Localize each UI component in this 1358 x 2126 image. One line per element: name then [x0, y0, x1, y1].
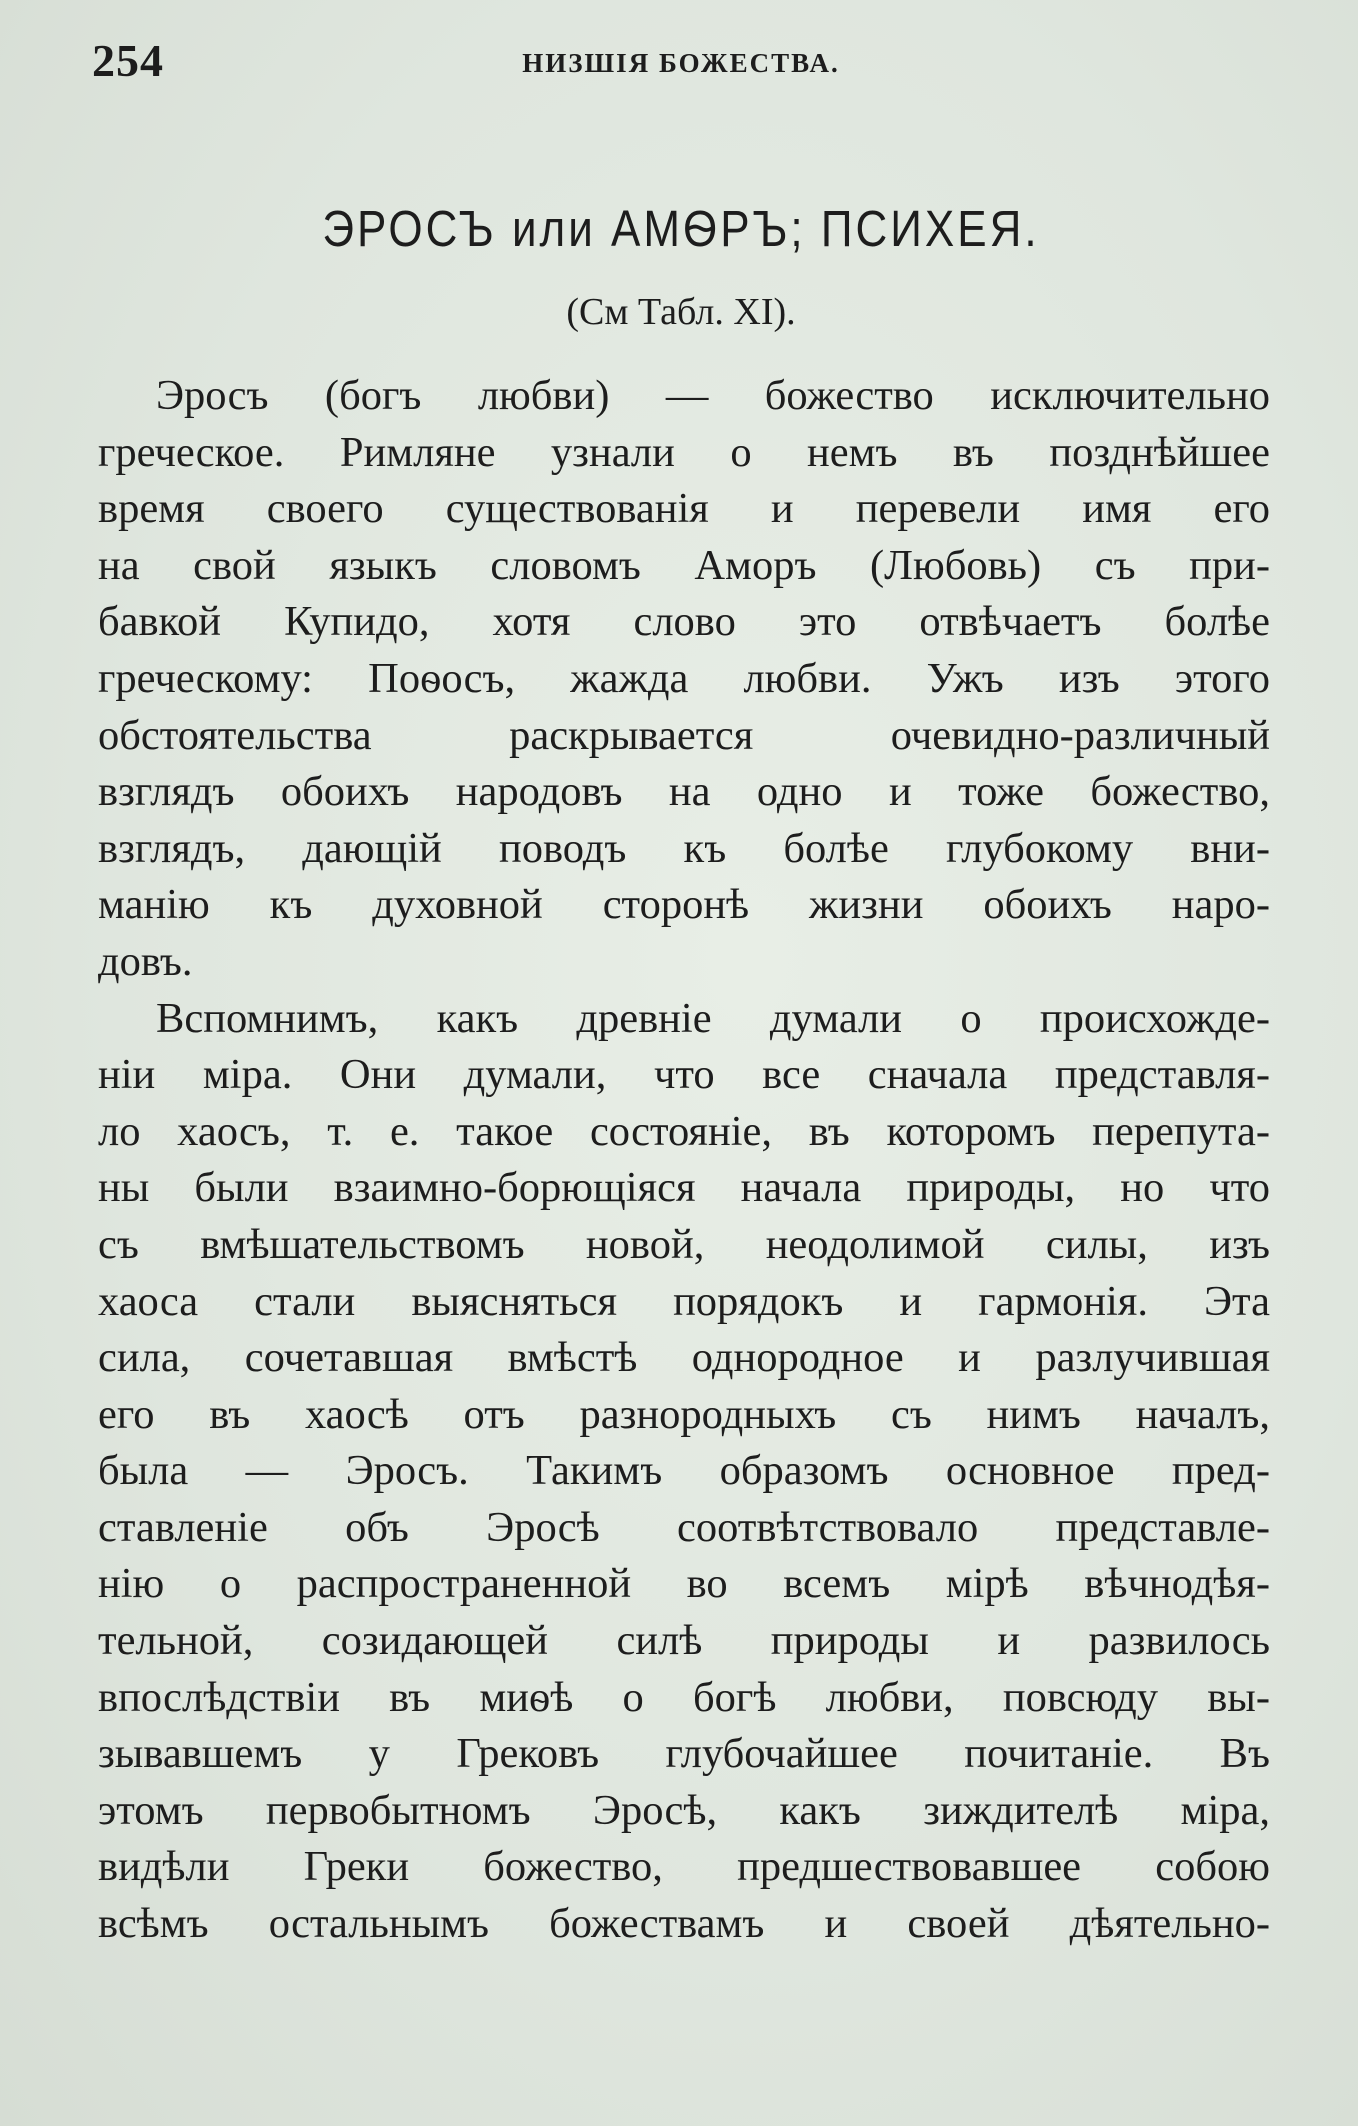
text-line: взглядъ обоихъ народовъ на одно и тоже божество, — [98, 768, 1270, 816]
text-line: тельной, созидающей силѣ природы и развилось — [98, 1617, 1270, 1665]
text-line: взглядъ, дающій поводъ къ болѣе глубокому вни- — [98, 824, 1270, 872]
text-line: Вспомнимъ, какъ древніе думали о происхожде- — [156, 994, 1270, 1042]
text-line: ны были взаимно-борющіяся начала природы, но что — [98, 1164, 1270, 1212]
text-line: ніи міра. Они думали, что все сначала представля- — [98, 1051, 1270, 1099]
text-line: время своего существованія и перевели имя его — [98, 485, 1270, 533]
text-line: греческому: Поѳосъ, жажда любви. Ужъ изъ этого — [98, 654, 1270, 702]
text-line: ло хаосъ, т. е. такое состояніе, въ которомъ перепута- — [98, 1107, 1270, 1155]
text-line: нію о распространенной во всемъ мірѣ вѣчнодѣя- — [98, 1560, 1270, 1608]
text-line: на свой языкъ словомъ Аморъ (Любовь) съ при- — [98, 541, 1270, 589]
body-text — [98, 368, 1270, 1953]
table-reference: (См Табл. XI). — [566, 291, 796, 333]
text-line: греческое. Римляне узнали о немъ въ позднѣйшее — [98, 428, 1270, 476]
text-line: всѣмъ остальнымъ божествамъ и своей дѣятельно- — [98, 1900, 1270, 1948]
text-line: впослѣдствіи въ миѳѣ о богѣ любви, повсюду вы- — [98, 1673, 1270, 1721]
page-number: 254 — [92, 35, 164, 86]
chapter-title: ЭРОСЪ или АМѲРЪ; ПСИХЕЯ. — [322, 201, 1040, 258]
text-line: манію къ духовной сторонѣ жизни обоихъ наро- — [98, 881, 1270, 929]
text-line: бавкой Купидо, хотя слово это отвѣчаетъ болѣе — [98, 598, 1270, 646]
running-title: НИЗШІЯ БОЖЕСТВА. — [522, 48, 840, 78]
running-head — [92, 34, 1270, 94]
text-line: хаоса стали выясняться порядокъ и гармонія. Эта — [98, 1277, 1270, 1325]
text-line: съ вмѣшательствомъ новой, неодолимой силы, изъ — [98, 1220, 1270, 1268]
text-line: видѣли Греки божество, предшествовавшее собою — [98, 1843, 1270, 1891]
text-line: этомъ первобытномъ Эросѣ, какъ зиждителѣ міра, — [98, 1786, 1270, 1834]
text-line: обстоятельства раскрывается очевидно-различный — [98, 711, 1270, 759]
text-line: Эросъ (богъ любви) — божество исключительно — [156, 372, 1270, 419]
text-line: его въ хаосѣ отъ разнородныхъ съ нимъ началъ, — [98, 1390, 1270, 1438]
text-line: была — Эросъ. Такимъ образомъ основное пред- — [98, 1447, 1270, 1495]
text-line: сила, сочетавшая вмѣстѣ однородное и разлучившая — [98, 1334, 1270, 1382]
text-line: ставленіе объ Эросѣ соотвѣтствовало представле- — [98, 1503, 1270, 1551]
text-line: зывавшемъ у Грековъ глубочайшее почитаніе. Въ — [98, 1730, 1270, 1778]
text-line: довъ. — [98, 937, 193, 985]
